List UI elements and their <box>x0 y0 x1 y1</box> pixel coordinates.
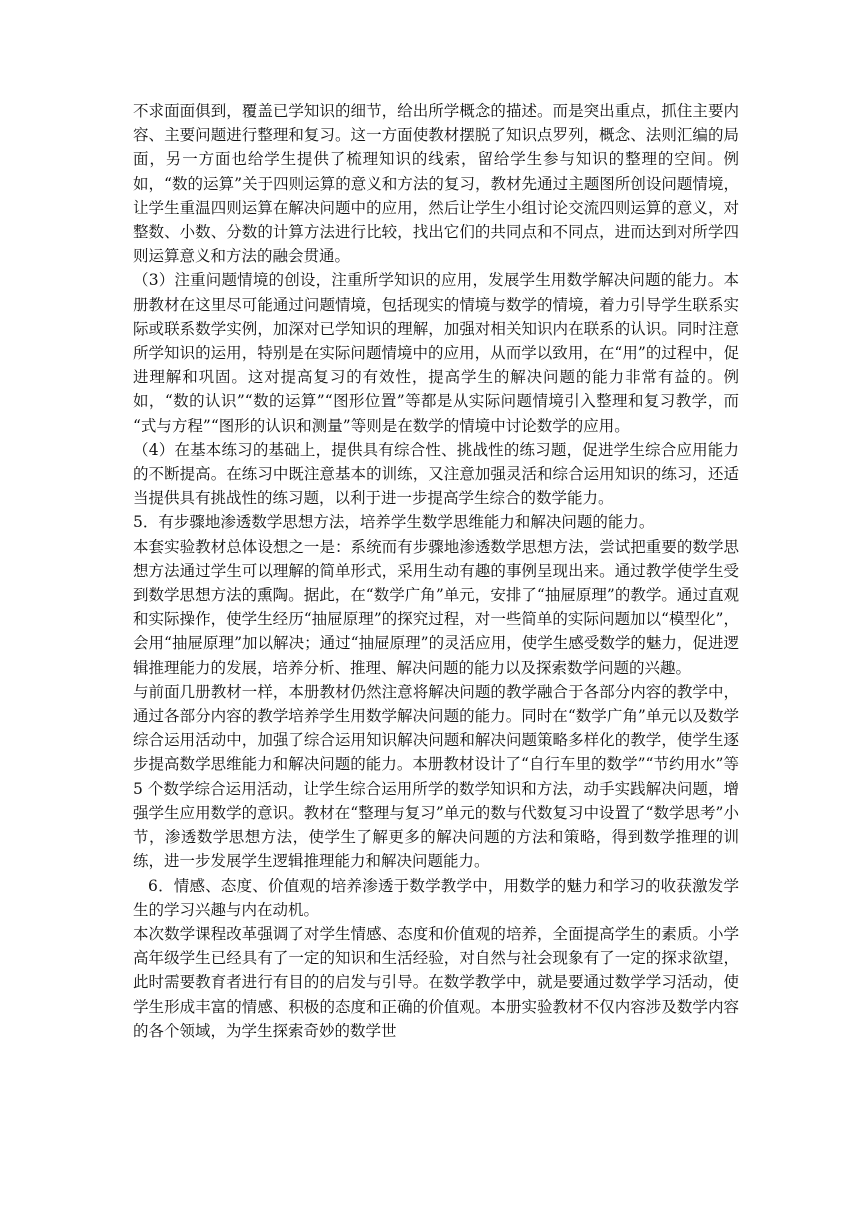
document-body <box>133 99 739 1043</box>
section-heading-5: 5．有步骤地渗透数学思想方法，培养学生数学思维能力和解决问题的能力。 <box>133 513 655 532</box>
paragraph-problem-solving: 与前面几册教材一样，本册教材仍然注意将解决问题的教学融合于各部分内容的教学中，通过各部分内容的教学培养学生用数学解决问题的能力。同时在“数学广角”单元以及数学综合运用活动中，加强了综合运用知识解决问题和解决问题策略多样化的教学，使学生逐步提高数学思维能力和解决问题的能力。本册教材设计了“自行车里的数学”“节约用水”等 5 个数学综合运用活动，让学生综合运用所学的数学知识和方法，动手实践解决问题，增强学生应用数学的意识。教材在“整理与复习”单元的数与代数复习中设置了“数学思考”小节，渗透数学思想方法，使学生了解更多的解决问题的方法和策略，得到数学推理的训练，进一步发展学生逻辑推理能力和解决问题能力。 <box>133 682 739 871</box>
paragraph-review-overview: 不求面面俱到，覆盖已学知识的细节，给出所学概念的描述。而是突出重点，抓住主要内容、主要问题进行整理和复习。这一方面使教材摆脱了知识点罗列，概念、法则汇编的局面，另一方面也给学生提供了梳理知识的线索，留给学生参与知识的整理的空间。例如，“数的运算”关于四则运算的意义和方法的复习，教材先通过主题图所创设问题情境，让学生重温四则运算在解决问题中的应用，然后让学生小组讨论交流四则运算的意义，对整数、小数、分数的计算方法进行比较，找出它们的共同点和不同点，进而达到对所学四则运算意义和方法的融会贯通。 <box>133 102 739 266</box>
section-heading-6: 6．情感、态度、价值观的培养渗透于数学教学中，用数学的魅力和学习的收获激发学生的学习兴趣与内在动机。 <box>133 876 739 919</box>
paragraph-point-4: （4）在基本练习的基础上，提供具有综合性、挑战性的练习题，促进学生综合应用能力的不断提高。在练习中既注意基本的训练，又注意加强灵活和综合运用知识的练习，还适当提供具有挑战性的练习题，以利于进一步提高学生综合的数学能力。 <box>133 440 739 508</box>
paragraph-math-thinking: 本套实验教材总体设想之一是：系统而有步骤地渗透数学思想方法，尝试把重要的数学思想方法通过学生可以理解的简单形式，采用生动有趣的事例呈现出来。通过教学使学生受到数学思想方法的熏陶。据此，在“数学广角”单元，安排了“抽屉原理”的教学。通过直观和实际操作，使学生经历“抽屉原理”的探究过程，对一些简单的实际问题加以“模型化”，会用“抽屉原理”加以解决；通过“抽屉原理”的灵活应用，使学生感受数学的魅力，促进逻辑推理能力的发展，培养分析、推理、解决问题的能力以及探索数学问题的兴趣。 <box>133 537 739 677</box>
paragraph-point-3: （3）注重问题情境的创设，注重所学知识的应用，发展学生用数学解决问题的能力。本册教材在这里尽可能通过问题情境，包括现实的情境与数学的情境，着力引导学生联系实际或联系数学实例，加深对已学知识的理解，加强对相关知识内在联系的认识。同时注意所学知识的运用，特别是在实际问题情境中的应用，从而学以致用，在“用”的过程中，促进理解和巩固。这对提高复习的有效性，提高学生的解决问题的能力非常有益的。例如，“数的认识”“数的运算”“图形位置”等都是从实际问题情境引入整理和复习教学，而 “式与方程”“图形的认识和测量”等则是在数学的情境中讨论数学的应用。 <box>133 271 739 435</box>
paragraph-emotion-attitude: 本次数学课程改革强调了对学生情感、态度和价值观的培养，全面提高学生的素质。小学高年级学生已经具有了一定的知识和生活经验，对自然与社会现象有了一定的探求欲望，此时需要教育者进行有目的的启发与引导。在数学教学中，就是要通过数学学习活动，使学生形成丰富的情感、积极的态度和正确的价值观。本册实验教材不仅内容涉及数学内容的各个领域，为学生探索奇妙的数学世 <box>133 924 739 1040</box>
